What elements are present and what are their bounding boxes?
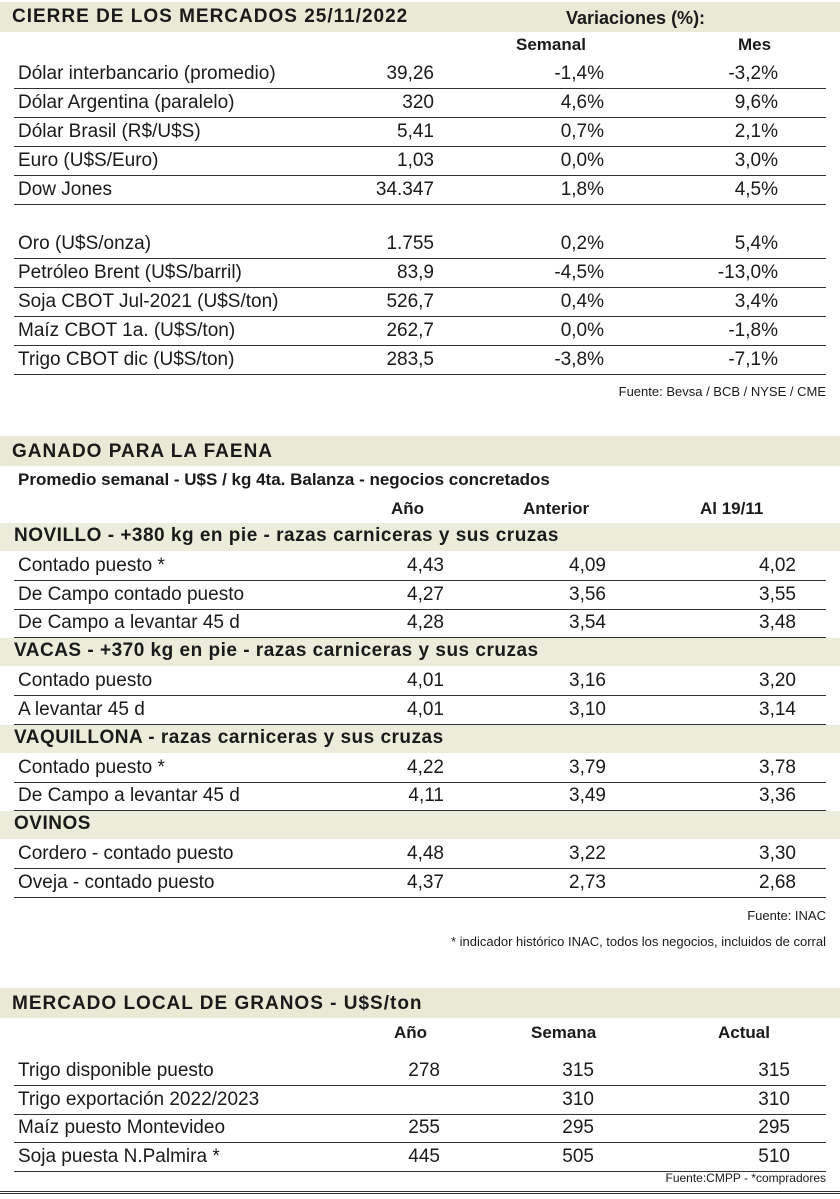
grain-year: 255 [408,1117,440,1138]
market-month: 3,0% [734,150,778,171]
market-label: Petróleo Brent (U$S/barril) [18,262,242,283]
cattle-year: 4,11 [408,785,444,807]
market-value: 283,5 [386,349,434,370]
grain-year: 445 [408,1145,440,1167]
cattle-subtitle: Promedio semanal - U$S / kg 4ta. Balanza - negocios concretados [18,470,550,489]
cattle-year: 4,43 [407,555,444,576]
bottom-rule [0,1191,840,1194]
market-weekly: 0,2% [560,233,604,254]
cattle-prev: 2,73 [569,871,606,893]
cattle-title: GANADO PARA LA FAENA [12,441,274,462]
cattle-date: 3,14 [759,698,796,720]
market-month: 5,4% [734,233,778,254]
market-value: 83,9 [397,262,434,283]
cattle-note: * indicador histórico INAC, todos los negocios, incluidos de corral [450,934,826,949]
grain-week: 315 [562,1060,594,1081]
cattle-year: 4,01 [407,670,444,692]
cattle-label: Contado puesto * [18,555,165,576]
cattle-prev: 3,49 [569,785,606,807]
cattle-row [14,869,826,898]
market-weekly: 0,4% [560,291,604,312]
market-weekly: 0,0% [560,150,604,171]
cattle-row [14,840,826,869]
cattle-year: 4,48 [407,842,444,864]
cattle-date: 3,36 [759,785,796,807]
col-grain-current: Actual [718,1023,770,1042]
cattle-label: De Campo contado puesto [18,583,245,605]
market-row [14,259,826,288]
cattle-row [14,696,826,725]
market-weekly: 1,8% [560,179,604,200]
market-weekly: 0,7% [560,121,604,142]
markets-title: CIERRE DE LOS MERCADOS 25/11/2022 [12,6,409,27]
market-value: 526,7 [386,291,434,312]
cattle-year: 4,22 [407,756,444,778]
market-month: -3,2% [728,63,778,84]
cattle-label: De Campo a levantar 45 d [18,785,240,807]
market-row [14,288,826,317]
grain-row [14,1114,826,1143]
grains-source: Fuente:CMPP - *compradores [665,1171,826,1185]
grain-row [14,1057,826,1086]
col-grain-year: Año [394,1023,428,1042]
market-value: 39,26 [386,63,434,84]
cattle-group-title: NOVILLO - +380 kg en pie - razas carniceras y sus cruzas [14,525,559,546]
cattle-year: 4,28 [407,612,444,634]
cattle-label: Contado puesto * [18,756,165,778]
cattle-row [14,609,826,638]
cattle-group-band [0,811,840,839]
grain-current: 510 [758,1145,790,1167]
cattle-label: Oveja - contado puesto [18,871,215,893]
market-value: 1.755 [386,233,434,254]
col-grain-week: Semana [531,1023,597,1042]
cattle-group-title: VACAS - +370 kg en pie - razas carniceras y sus cruzas [14,640,539,662]
market-row [14,230,826,259]
grain-label: Maíz puesto Montevideo [18,1117,226,1138]
grain-current: 295 [758,1117,790,1138]
market-row [14,176,826,205]
cattle-row [14,552,826,581]
cattle-date: 2,68 [759,871,796,893]
grain-week: 295 [562,1117,594,1138]
cattle-date: 3,48 [759,612,796,634]
market-row [14,60,826,89]
cattle-header [0,436,840,466]
grain-week: 505 [562,1145,594,1167]
cattle-row [14,581,826,610]
market-weekly: 0,0% [560,320,604,341]
market-label: Soja CBOT Jul-2021 (U$S/ton) [18,291,279,312]
cattle-prev: 3,54 [569,612,606,634]
market-weekly: -3,8% [554,349,604,370]
grains-header [0,988,840,1018]
market-label: Dólar interbancario (promedio) [18,63,276,84]
cattle-source: Fuente: INAC [747,908,826,923]
market-month: -1,8% [728,320,778,341]
market-month: 3,4% [734,291,778,312]
cattle-year: 4,37 [407,871,444,893]
cattle-prev: 3,16 [569,670,606,692]
market-weekly: -4,5% [554,262,604,283]
cattle-prev: 3,22 [569,842,606,864]
grain-current: 310 [758,1088,790,1110]
market-month: 9,6% [734,92,778,113]
market-month: 4,5% [734,179,778,200]
market-value: 34.347 [375,179,434,200]
market-weekly: -1,4% [554,63,604,84]
cattle-prev: 3,10 [569,698,606,720]
cattle-row [14,667,826,696]
grain-label: Soja puesta N.Palmira * [18,1145,220,1167]
col-date: Al 19/11 [700,499,764,518]
cattle-label: Contado puesto [18,670,153,692]
cattle-group-title: VAQUILLONA - razas carniceras y sus cruzas [14,726,444,748]
market-row [14,317,826,346]
cattle-row [14,782,826,811]
cattle-date: 3,78 [759,756,796,778]
grain-label: Trigo disponible puesto [18,1060,214,1081]
cattle-date: 4,02 [759,555,796,576]
grain-year: 278 [408,1060,440,1081]
market-label: Oro (U$S/onza) [18,233,152,254]
market-row [14,89,826,118]
market-weekly: 4,6% [560,92,604,113]
cattle-year: 4,01 [407,698,444,720]
market-month: -13,0% [717,262,778,283]
grain-current: 315 [758,1060,790,1081]
market-month: -7,1% [728,349,778,370]
cattle-prev: 4,09 [569,555,606,576]
cattle-row [14,754,826,783]
market-month: 2,1% [734,121,778,142]
market-label: Maíz CBOT 1a. (U$S/ton) [18,320,236,341]
cattle-date: 3,55 [759,583,796,605]
col-prev: Anterior [523,499,590,518]
cattle-prev: 3,56 [569,583,606,605]
market-label: Euro (U$S/Euro) [18,150,159,171]
cattle-group-title: OVINOS [14,812,91,834]
grain-row [14,1086,826,1115]
market-value: 320 [402,92,434,113]
grain-row [14,1143,826,1172]
market-row [14,346,826,375]
cattle-year: 4,27 [407,583,444,605]
markets-source: Fuente: Bevsa / BCB / NYSE / CME [618,384,826,399]
cattle-date: 3,30 [759,842,796,864]
col-weekly: Semanal [516,35,586,54]
market-value: 5,41 [397,121,434,142]
market-label: Dólar Brasil (R$/U$S) [18,121,201,142]
market-row [14,118,826,147]
market-value: 1,03 [397,150,434,171]
market-label: Dow Jones [18,179,112,200]
cattle-label: A levantar 45 d [18,698,145,720]
cattle-label: Cordero - contado puesto [18,842,234,864]
cattle-date: 3,20 [759,670,796,692]
market-row [14,147,826,176]
cattle-prev: 3,79 [569,756,606,778]
grain-week: 310 [562,1088,594,1110]
grain-label: Trigo exportación 2022/2023 [18,1088,260,1110]
markets-header [0,2,840,32]
grains-title: MERCADO LOCAL DE GRANOS - U$S/ton [12,993,423,1014]
col-year: Año [391,499,425,518]
market-label: Trigo CBOT dic (U$S/ton) [18,349,235,370]
col-month: Mes [738,35,772,54]
market-label: Dólar Argentina (paralelo) [18,92,235,113]
variations-title: Variaciones (%): [566,8,706,28]
market-value: 262,7 [386,320,434,341]
cattle-label: De Campo a levantar 45 d [18,612,240,634]
